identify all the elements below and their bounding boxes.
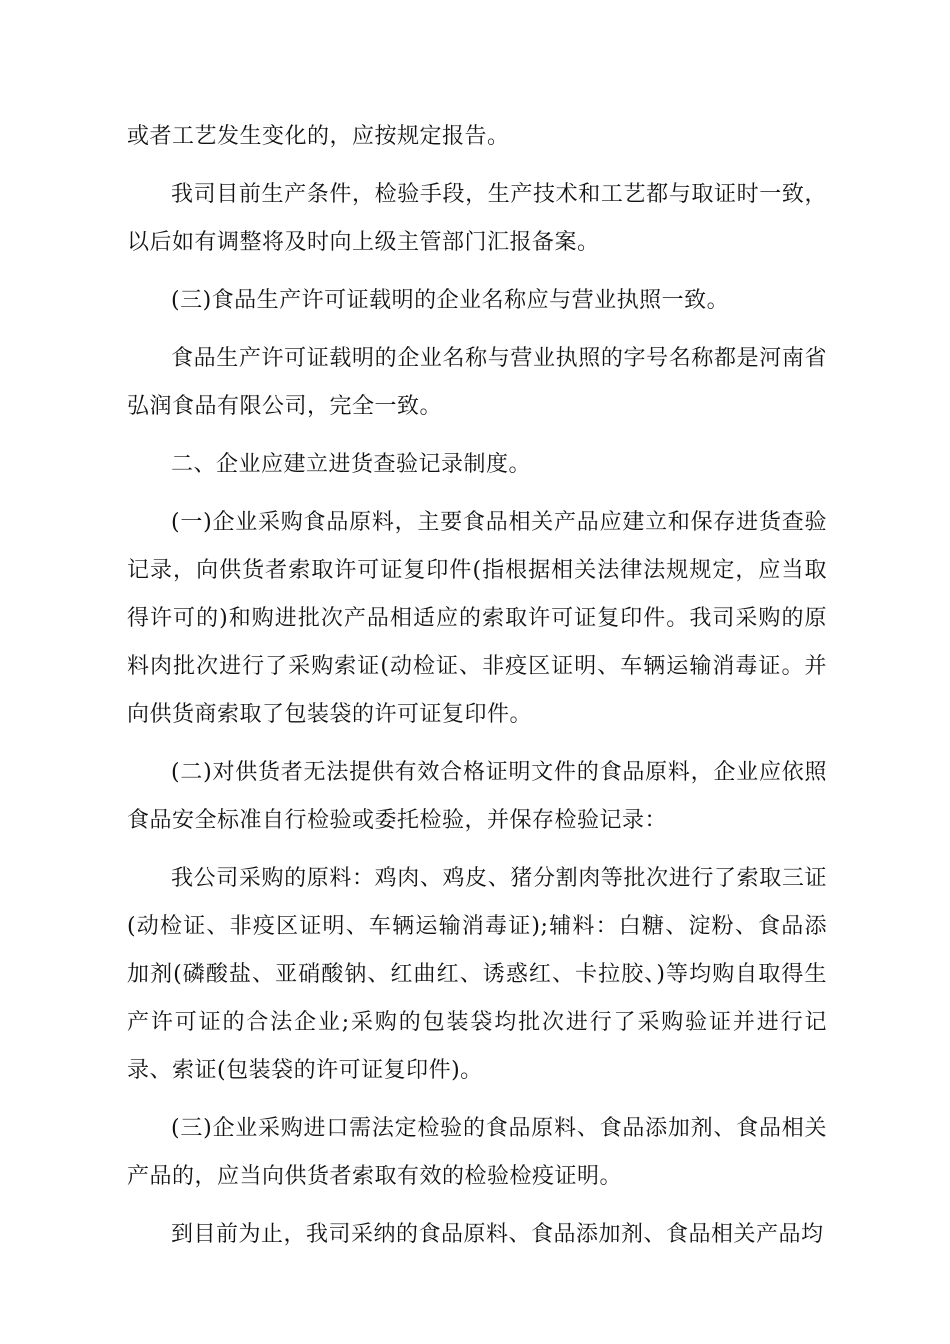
paragraph: (一)企业采购食品原料，主要食品相关产品应建立和保存进货查验记录，向供货者索取许可证复印件(指根据相关法律法规规定，应当取得许可的)和购进批次产品相适应的索取许可证复印件。我司采购的原料肉批次进行了采购索证(动检证、非疫区证明、车辆运输消毒证。并向供货商索取了包装袋的许可证复印件。 <box>127 510 827 727</box>
paragraph: 我公司采购的原料：鸡肉、鸡皮、猪分割肉等批次进行了索取三证(动检证、非疫区证明、车辆运输消毒证);辅料：白糖、淀粉、食品添加剂(磷酸盐、亚硝酸钠、红曲红、诱惑红、卡拉胶、)等均购自取得生产许可证的合法企业;采购的包装袋均批次进行了采购验证并进行记录、索证(包装袋的许可证复印件)。 <box>127 866 827 1083</box>
paragraph: (二)对供货者无法提供有效合格证明文件的食品原料，企业应依照食品安全标准自行检验或委托检验，并保存检验记录： <box>127 760 827 833</box>
paragraph: (三)食品生产许可证载明的企业名称应与营业执照一致。 <box>171 288 730 313</box>
section-heading: 二、企业应建立进货查验记录制度。 <box>171 452 532 477</box>
paragraph: (三)企业采购进口需法定检验的食品原料、食品添加剂、食品相关产品的，应当向供货者索取有效的检验检疫证明。 <box>127 1116 827 1189</box>
paragraph: 我司目前生产条件，检验手段，生产技术和工艺都与取证时一致，以后如有调整将及时向上级主管部门汇报备案。 <box>127 182 827 255</box>
paragraph: 到目前为止，我司采纳的食品原料、食品添加剂、食品相关产品均 <box>171 1222 824 1247</box>
paragraph: 或者工艺发生变化的，应按规定报告。 <box>127 124 510 149</box>
paragraph: 食品生产许可证载明的企业名称与营业执照的字号名称都是河南省弘润食品有限公司，完全一致。 <box>127 346 827 419</box>
document-body <box>127 113 827 1269</box>
